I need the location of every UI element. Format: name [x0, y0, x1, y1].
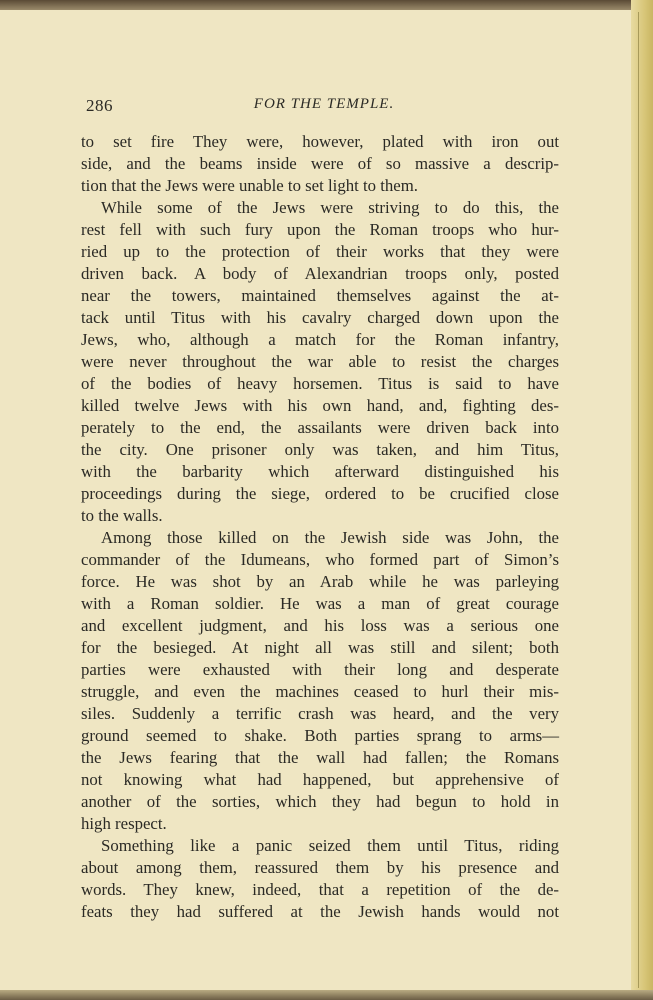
text-line: to the walls.: [81, 506, 163, 525]
text-line: for the besieged. At night all was still and silent; both: [81, 638, 559, 657]
page-right-edge: [631, 0, 653, 1000]
text-line: another of the sorties, which they had begun to hold in: [81, 792, 559, 811]
text-line: force. He was shot by an Arab while he was parleying: [81, 572, 559, 591]
running-head: FOR THE TEMPLE.: [253, 96, 395, 112]
text-line: feats they had suffered at the Jewish hands would not: [81, 902, 559, 921]
page-top-edge: [0, 0, 653, 10]
body-text: [81, 131, 559, 923]
page-header: [86, 96, 562, 116]
text-line: near the towers, maintained themselves against the at-: [81, 286, 559, 305]
text-line: not knowing what had happened, but apprehensive of: [81, 770, 559, 789]
text-line: struggle, and even the machines ceased to hurl their mis-: [81, 682, 559, 701]
text-line: side, and the beams inside were of so massive a descrip-: [81, 154, 559, 173]
text-line: commander of the Idumeans, who formed part of Simon’s: [81, 550, 559, 569]
text-line: ground seemed to shake. Both parties sprang to arms—: [81, 726, 559, 745]
text-line: were never throughout the war able to resist the charges: [81, 352, 559, 371]
text-line: and excellent judgment, and his loss was a serious one: [81, 616, 559, 635]
text-line: ried up to the protection of their works that they were: [81, 242, 559, 261]
text-line: high respect.: [81, 814, 167, 833]
text-line: words. They knew, indeed, that a repetition of the de-: [81, 880, 559, 899]
text-line: the city. One prisoner only was taken, and him Titus,: [81, 440, 559, 459]
text-line: tion that the Jews were unable to set light to them.: [81, 176, 418, 195]
text-line: with a Roman soldier. He was a man of great courage: [81, 594, 559, 613]
text-line: parties were exhausted with their long and desperate: [81, 660, 559, 679]
text-line: proceedings during the siege, ordered to be crucified close: [81, 484, 559, 503]
text-line: with the barbarity which afterward distinguished his: [81, 462, 559, 481]
text-line: rest fell with such fury upon the Roman troops who hur-: [81, 220, 559, 239]
page-edge-line: [638, 12, 639, 988]
text-line: siles. Suddenly a terrific crash was heard, and the very: [81, 704, 559, 723]
text-line: While some of the Jews were striving to do this, the: [101, 198, 559, 217]
text-line: perately to the end, the assailants were driven back into: [81, 418, 559, 437]
text-line: of the bodies of heavy horsemen. Titus is said to have: [81, 374, 559, 393]
page-bottom-edge: [0, 990, 653, 1000]
text-line: tack until Titus with his cavalry charged down upon the: [81, 308, 559, 327]
text-line: driven back. A body of Alexandrian troops only, posted: [81, 264, 559, 283]
text-line: about among them, reassured them by his presence and: [81, 858, 559, 877]
text-line: the Jews fearing that the wall had fallen; the Romans: [81, 748, 559, 767]
text-line: Jews, who, although a match for the Roman infantry,: [81, 330, 559, 349]
text-line: Something like a panic seized them until Titus, riding: [101, 836, 559, 855]
page-number: 286: [86, 96, 113, 115]
text-line: killed twelve Jews with his own hand, and, fighting des-: [81, 396, 559, 415]
text-line: Among those killed on the Jewish side was John, the: [101, 528, 559, 547]
text-line: to set fire They were, however, plated with iron out: [81, 132, 559, 151]
